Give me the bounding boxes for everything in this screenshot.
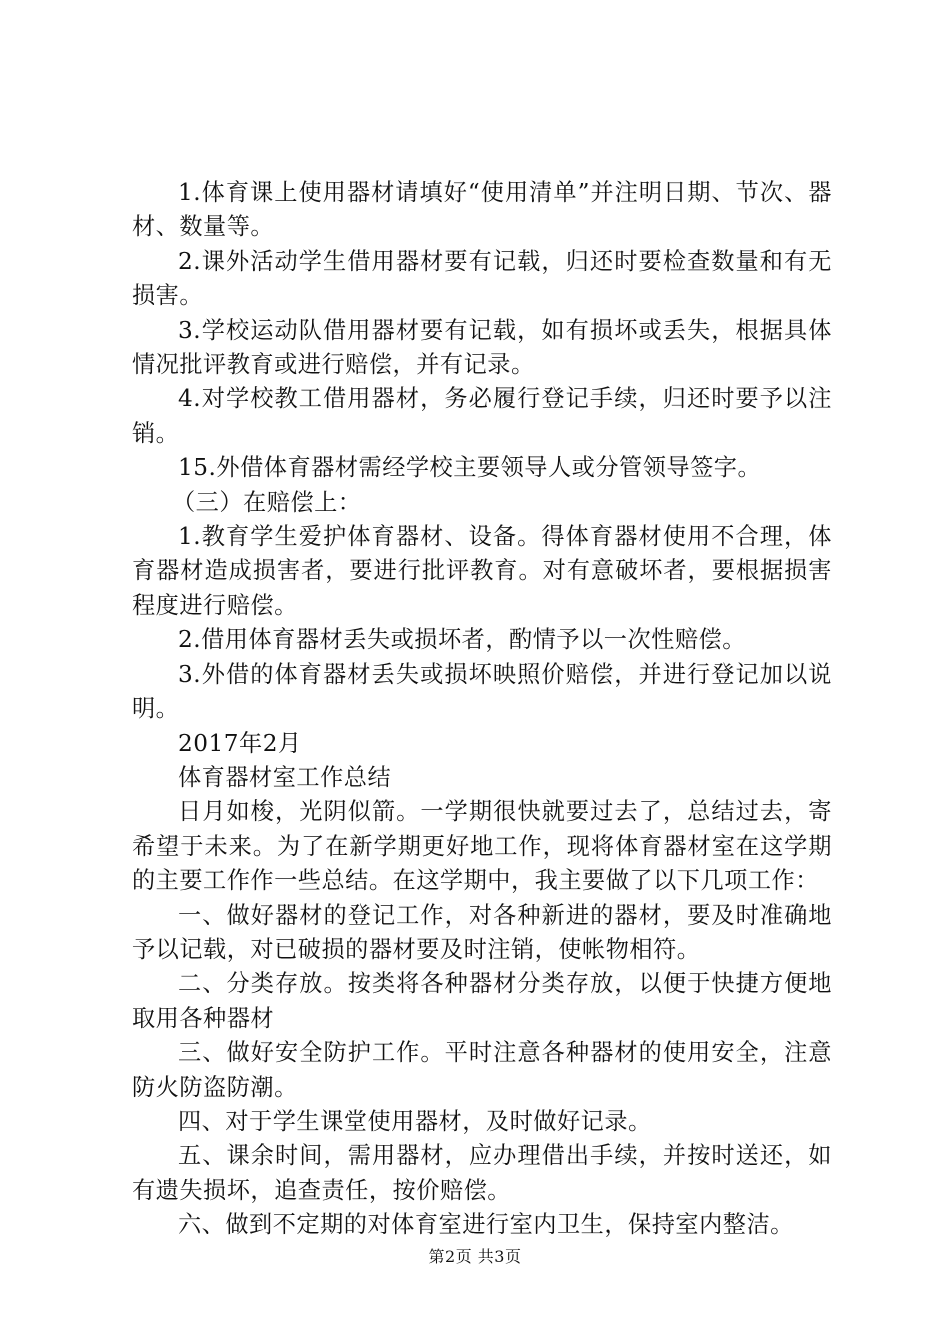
summary-item-3: 三、做好安全防护工作。平时注意各种器材的使用安全，注意防火防盗防潮。 [132,1039,832,1101]
paragraph-rule-3: 3.学校运动队借用器材要有记载，如有损坏或丢失，根据具体情况批评教育或进行赔偿，并有记录。 [132,316,832,379]
section-heading-compensation: （三）在赔偿上： [172,488,362,516]
paragraph-compensation-1: 1.教育学生爱护体育器材、设备。得体育器材使用不合理，体育器材造成损害者，要进行批评教育。对有意破坏者，要根据损害程度进行赔偿。 [132,523,832,619]
summary-title: 体育器材室工作总结 [178,763,392,791]
document-body [132,176,832,1243]
summary-item-1: 一、做好器材的登记工作，对各种新进的器材，要及时准确地予以记载，对已破损的器材要及时注销，使帐物相符。 [132,901,832,963]
page-footer: 第2页 共3页 [428,1247,522,1266]
paragraph-rule-1: 1.体育课上使用器材请填好“使用清单”并注明日期、节次、器材、数量等。 [132,179,832,241]
summary-item-6: 六、做到不定期的对体育室进行室内卫生，保持室内整洁。 [178,1211,794,1239]
paragraph-compensation-2: 2.借用体育器材丢失或损坏者，酌情予以一次性赔偿。 [178,626,746,654]
date-line: 2017年2月 [178,729,302,757]
paragraph-rule-2: 2.课外活动学生借用器材要有记载，归还时要检查数量和有无损害。 [132,247,832,310]
summary-item-2: 二、分类存放。按类将各种器材分类存放，以便于快捷方便地取用各种器材 [132,970,832,1032]
paragraph-compensation-3: 3.外借的体育器材丢失或损坏映照价赔偿，并进行登记加以说明。 [132,660,832,723]
summary-intro: 日月如梭，光阴似箭。一学期很快就要过去了，总结过去，寄希望于未来。为了在新学期更好地工作，现将体育器材室在这学期的主要工作作一些总结。在这学期中，我主要做了以下几项工作： [132,798,832,895]
paragraph-rule-15: 15.外借体育器材需经学校主要领导人或分管领导签字。 [178,454,762,482]
paragraph-rule-4: 4.对学校教工借用器材，务必履行登记手续，归还时要予以注销。 [132,385,832,447]
summary-item-5: 五、课余时间，需用器材，应办理借出手续，并按时送还，如有遗失损坏，追查责任，按价赔偿。 [132,1142,832,1204]
summary-item-4: 四、对于学生课堂使用器材，及时做好记录。 [178,1107,652,1135]
